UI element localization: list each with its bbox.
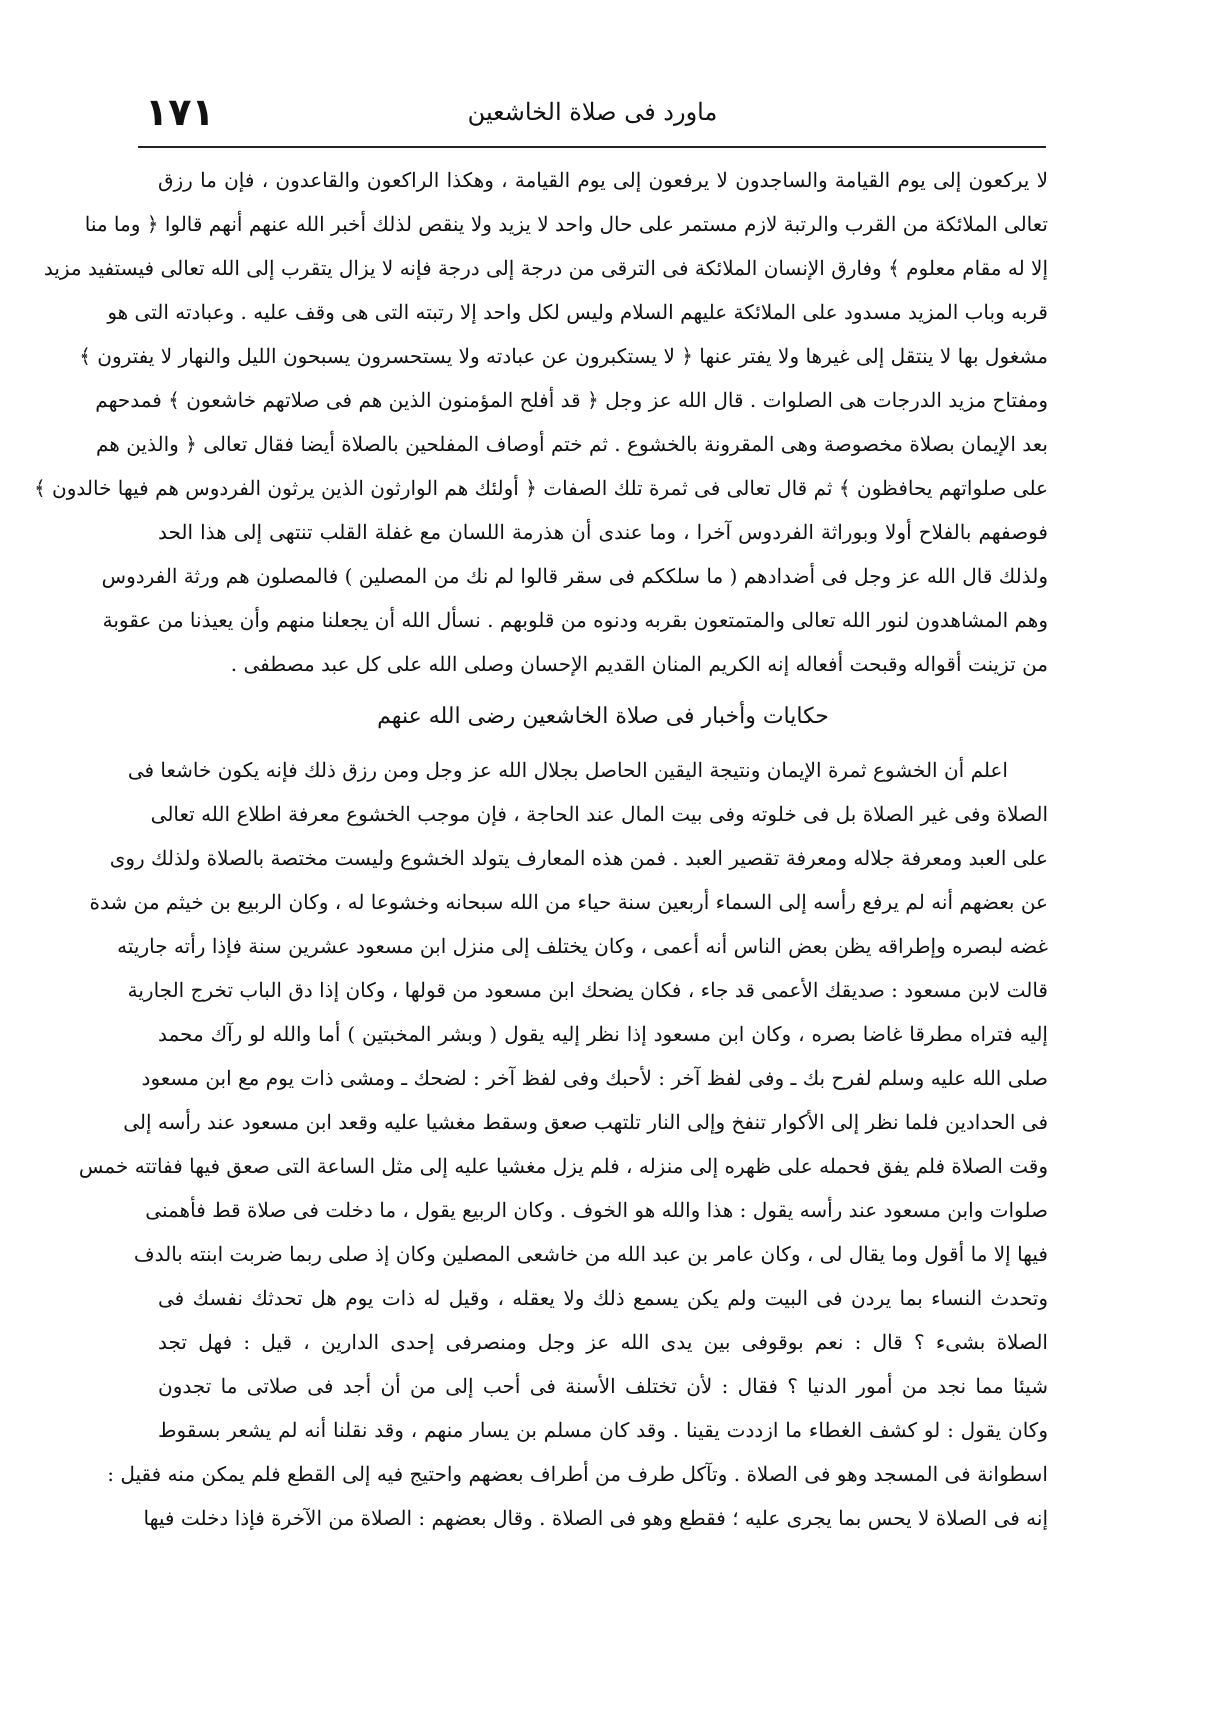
text-line: على العبد ومعرفة جلاله ومعرفة تقصير العبد . فمن هذه المعارف يتولد الخشوع وليست مختصة بالصلاة ولذلك روى [109, 846, 1048, 870]
text-line: صلى الله عليه وسلم لفرح بك ـ وفى لفظ آخر : لأحبك وفى لفظ آخر : لضحك ـ ومشى ذات يوم مع ابن مسعود [141, 1066, 1048, 1090]
paragraph-block-1 [33, 158, 1048, 686]
text-line: عن بعضهم أنه لم يرفع رأسه إلى السماء أربعين سنة حياء من الله سبحانه وخشوعا له ، وكان الربيع بن خيثم من شدة [89, 890, 1048, 914]
text-line: لا يركعون إلى يوم القيامة والساجدون لا يرفعون إلى يوم القيامة ، وهكذا الراكعون والقاعدون ، فإن ما رزق [158, 168, 1048, 192]
text-line: إليه فتراه مطرقا غاضا بصره ، وكان ابن مسعود إذا نظر إليه يقول ( وبشر المخبتين ) أما والله لو رآك محمد [158, 1022, 1048, 1046]
text-line: قالت لابن مسعود : صديقك الأعمى قد جاء ، فكان يضحك ابن مسعود من قولها ، وكان إذا دق الباب تخرج الجارية [127, 978, 1048, 1002]
page-number: ١٧١ [145, 90, 215, 134]
text-line: ومفتاح مزيد الدرجات هى الصلوات . قال الله عز وجل ﴿ قد أفلح المؤمنون الذين هم فى صلاتهم خاشعون ﴾ فمدحهم [95, 388, 1048, 412]
text-line: مشغول بها لا ينتقل إلى غيرها ولا يفتر عنها ﴿ لا يستكبرون عن عبادته ولا يستحسرون يسبحون الليل والنهار لا يفترون ﴾ [79, 344, 1048, 368]
text-line: قربه وباب المزيد مسدود على الملائكة عليهم السلام وليس لكل واحد إلا رتبته التى هى وقف عليه . وعبادته التى هو [107, 300, 1048, 324]
text-line: من تزينت أقواله وقبحت أفعاله إنه الكريم المنان القديم الإحسان وصلى الله على كل عبد مصطفى . [230, 652, 1048, 676]
text-line: تعالى الملائكة من القرب والرتبة لازم مستمر على حال واحد لا يزيد ولا ينقص لذلك أخبر الله عنهم أنهم قالوا ﴿ وما منا [84, 212, 1048, 236]
text-line: الصلاة بشىء ؟ قال : نعم بوقوفى بين يدى الله عز وجل ومنصرفى إحدى الدارين ، قيل : فهل تجد [158, 1330, 1048, 1354]
text-line: اعلم أن الخشوع ثمرة الإيمان ونتيجة اليقين الحاصل بجلال الله عز وجل ومن رزق ذلك فإنه يكون خاشعا فى [127, 758, 1008, 782]
text-line: بعد الإيمان بصلاة مخصوصة وهى المقرونة بالخشوع . ثم ختم أوصاف المفلحين بالصلاة أيضا فقال تعالى ﴿ والذين هم [95, 432, 1048, 456]
text-line: فوصفهم بالفلاح أولا وبوراثة الفردوس آخرا ، وما عندى أن هذرمة اللسان مع غفلة القلب تنتهى إلى هذا الحد [158, 520, 1048, 544]
text-line: صلوات وابن مسعود عند رأسه يقول : هذا والله هو الخوف . وكان الربيع يقول ، ما دخلت فى صلاة قط فأهمنى [145, 1198, 1048, 1222]
text-line: إنه فى الصلاة لا يحس بما يجرى عليه ؛ فقطع وهو فى الصلاة . وقال بعضهم : الصلاة من الآخرة فإذا دخلت فيها [143, 1506, 1048, 1530]
text-line: إلا له مقام معلوم ﴾ وفارق الإنسان الملائكة فى الترقى من درجة إلى درجة فإنه لا يزال يتقرب إلى الله تعالى فيستفيد مزيد [43, 256, 1048, 280]
section-heading: حكايات وأخبار فى صلاة الخاشعين رضى الله عنهم [377, 704, 829, 729]
text-line: وتحدث النساء بما يردن فى البيت ولم يكن يسمع ذلك ولا يعقله ، وقيل له ذات يوم هل تحدثك نفسك فى [158, 1286, 1048, 1310]
text-line: اسطوانة فى المسجد وهو فى الصلاة . وتآكل طرف من أطراف بعضهم واحتيج فيه إلى القطع فلم يمكن منه فقيل : [107, 1462, 1048, 1486]
text-line: ولذلك قال الله عز وجل فى أضدادهم ( ما سلككم فى سقر قالوا لم نك من المصلين ) فالمصلون هم ورثة الفردوس [101, 564, 1048, 588]
paragraph-block-2 [78, 748, 1048, 1540]
header-rule [138, 146, 1046, 148]
text-line: الصلاة وفى غير الصلاة بل فى خلوته وفى بيت المال عند الحاجة ، فإن موجب الخشوع معرفة اطلاع الله تعالى [150, 802, 1048, 826]
text-line: وهم المشاهدون لنور الله تعالى والمتمتعون بقربه ودنوه من قلوبهم . نسأل الله أن يجعلنا منهم وأن يعيذنا من عقوبة [102, 608, 1048, 632]
text-line: وقت الصلاة فلم يفق فحمله على ظهره إلى منزله ، فلم يزل مغشيا عليه إلى مثل الساعة التى صعق فيها ففاتته خمس [78, 1154, 1048, 1178]
text-line: فى الحدادين فلما نظر إلى الأكوار تنفخ وإلى النار تلتهب صعق وسقط مغشيا عليه وقعد ابن مسعود عند رأسه إلى [123, 1110, 1048, 1134]
running-title: ماورد فى صلاة الخاشعين [467, 98, 718, 126]
text-line: وكان يقول : لو كشف الغطاء ما ازددت يقينا . وقد كان مسلم بن يسار منهم ، وقد نقلنا أنه لم يشعر بسقوط [158, 1418, 1048, 1442]
text-line: غضه لبصره وإطراقه يظن بعض الناس أنه أعمى ، وكان يختلف إلى منزل ابن مسعود عشرين سنة فإذا رأته جاريته [117, 934, 1048, 958]
text-line: شيئا مما نجد من أمور الدنيا ؟ فقال : لأن تختلف الأسنة فى أحب إلى من أن أجد فى صلاتى ما تجدون [158, 1374, 1048, 1398]
text-line: فيها إلا ما أقول وما يقال لى ، وكان عامر بن عبد الله من خاشعى المصلين وكان إذ صلى ربما ضربت ابنته بالدف [133, 1242, 1048, 1266]
text-line: على صلواتهم يحافظون ﴾ ثم قال تعالى فى ثمرة تلك الصفات ﴿ أولئك هم الوارثون الذين يرثون الفردوس هم فيها خالدون ﴾ [33, 476, 1048, 500]
page-header [140, 88, 1045, 138]
